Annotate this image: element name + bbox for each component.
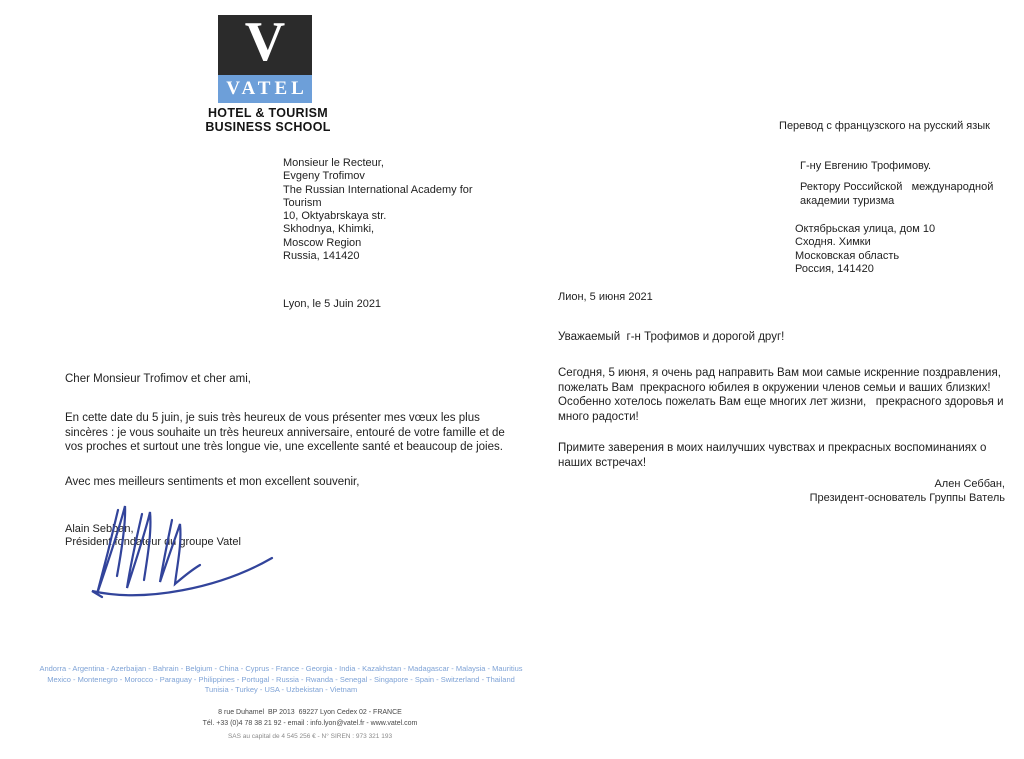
russian-recipient-title-line2: академии туризма xyxy=(800,195,895,207)
footer-country-line: Andorra - Argentina - Azerbaijan - Bahrain - Belgium - China - Cyprus - France - Georgia - India - Kazakhstan - Madagascar - Malaysia - Mauritius xyxy=(39,664,523,673)
french-recipient-line: Tourism xyxy=(283,196,322,209)
handwritten-signature xyxy=(80,498,280,603)
footer-country-list xyxy=(25,664,537,696)
signature-strokes xyxy=(92,506,272,597)
french-recipient-line: 10, Oktyabrskaya str. xyxy=(283,210,387,223)
french-salutation: Cher Monsieur Trofimov et cher ami, xyxy=(65,373,251,385)
footer-legal-line: SAS au capital de 4 545 256 € - N° SIREN : 973 321 193 xyxy=(227,733,393,740)
footer-country-line: Tunisia - Turkey - USA - Uzbekistan - Vietnam xyxy=(204,685,358,694)
translation-note: Перевод с французского на русский язык xyxy=(779,120,990,132)
logo-wordmark-band xyxy=(218,75,312,103)
logo-tagline-line1: HOTEL & TOURISM xyxy=(207,106,328,120)
french-recipient-line: Russia, 141420 xyxy=(283,250,360,263)
russian-address-line: Россия, 141420 xyxy=(795,262,874,275)
russian-recipient-name: Г-ну Евгению Трофимову. xyxy=(800,160,932,172)
russian-recipient-title-line1: Ректору Российской международной xyxy=(800,181,994,193)
russian-address-line: Сходня. Химки xyxy=(795,236,871,249)
logo-tagline-line2: BUSINESS SCHOOL xyxy=(205,120,331,134)
logo-wordmark: VATEL xyxy=(226,78,308,99)
french-signature-name: Alain Sebban, xyxy=(65,523,134,535)
russian-dateline: Лион, 5 июня 2021 xyxy=(558,291,653,303)
russian-salutation: Уважаемый г-н Трофимов и дорогой друг! xyxy=(558,331,785,343)
russian-signature-name: Ален Себбан, xyxy=(934,478,1005,490)
french-body-paragraph: En cette date du 5 juin, je suis très heureux de vous présenter mes vœux les plus sincères : je vous souhaite un très heureux anniversaire, entouré de votre famille et de vos proches et surtout une très longue vie, une excellente santé et beaucoup de joies. xyxy=(65,412,509,454)
footer-street-address: 8 rue Duhamel BP 2013 69227 Lyon Cedex 02 - FRANCE xyxy=(218,709,402,716)
french-recipient-line: Evgeny Trofimov xyxy=(283,170,365,183)
russian-signature-block xyxy=(640,478,1005,505)
footer-country-line: Mexico - Montenegro - Morocco - Paraguay - Philippines - Portugal - Russia - Rwanda - Senegal - Singapore - Spain - Switzerland - Thailand xyxy=(47,674,515,684)
russian-body-paragraph: Сегодня, 5 июня, я очень рад направить Вам мои самые искренние поздравления, пожелать Вам прекрасного юбилея в окружении членов семьи и ваших близких! Особенно хотелось пожелать Вам еще многих лет жизни, прекрасного здоровья и много радости! xyxy=(558,367,1007,423)
logo-v-monogram: V xyxy=(244,11,286,73)
russian-address-block xyxy=(795,223,935,276)
russian-address-line: Октябрьская улица, дом 10 xyxy=(795,223,936,235)
footer-contact-line: Tél. +33 (0)4 78 38 21 92 - email : info.lyon@vatel.fr - www.vatel.com xyxy=(202,720,418,727)
logo-square xyxy=(218,11,312,75)
french-recipient-block xyxy=(283,157,473,263)
french-recipient-line: The Russian International Academy for xyxy=(283,183,473,196)
russian-signature-title: Президент-основатель Группы Ватель xyxy=(809,491,1005,504)
french-recipient-line: Skhodnya, Khimki, xyxy=(283,223,375,236)
russian-address-line: Московская область xyxy=(795,249,900,262)
vatel-logo xyxy=(218,11,312,103)
french-signature-title: Président fondateur du groupe Vatel xyxy=(65,536,241,548)
logo-tagline xyxy=(198,106,338,134)
french-recipient-line: Monsieur le Recteur, xyxy=(283,157,384,169)
french-closing-line: Avec mes meilleurs sentiments et mon excellent souvenir, xyxy=(65,476,360,488)
french-recipient-line: Moscow Region xyxy=(283,236,362,249)
russian-closing-paragraph: Примите заверения в моих наилучших чувствах и прекрасных воспоминаниях о наших встречах! xyxy=(558,442,990,469)
french-dateline: Lyon, le 5 Juin 2021 xyxy=(283,298,382,310)
